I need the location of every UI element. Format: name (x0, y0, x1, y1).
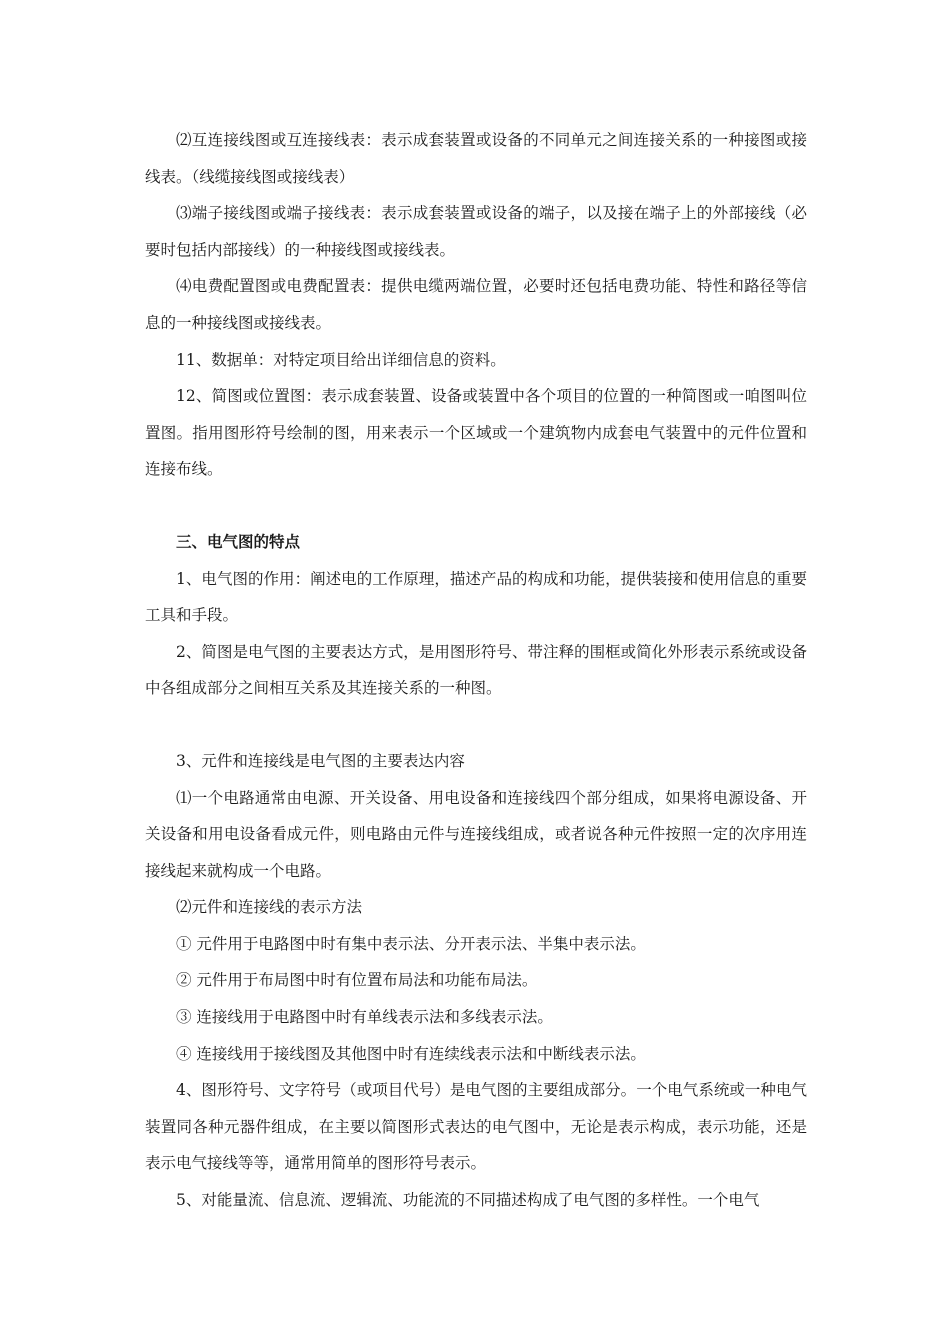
list-item-3: ③ 连接线用于电路图中时有单线表示法和多线表示法。 (176, 1008, 553, 1027)
paragraph-representation-methods: ⑵元件和连接线的表示方法 (176, 898, 363, 917)
paragraph-cable-config: ⑷电费配置图或电费配置表：提供电缆两端位置，必要时还包括电费功能、特性和路径等信息的一种接线图或接线表。 (145, 277, 807, 332)
list-item-2: ② 元件用于布局图中时有位置布局法和功能布局法。 (176, 971, 538, 990)
paragraph-symbols: 4、图形符号、文字符号（或项目代号）是电气图的主要组成部分。一个电气系统或一种电气装置同各种元器件组成，在主要以简图形式表达的电气图中，无论是表示构成，表示功能，还是表示电气接线等等，通常用简单的图形符号表示。 (145, 1081, 807, 1173)
paragraph-elements-and-lines: 3、元件和连接线是电气图的主要表达内容 (176, 751, 465, 770)
list-item-1: ① 元件用于电路图中时有集中表示法、分开表示法、半集中表示法。 (176, 934, 646, 953)
paragraph-data-sheet: 11、数据单：对特定项目给出详细信息的资料。 (176, 350, 506, 369)
spacer (145, 488, 807, 524)
paragraph-simplified-diagram: 2、简图是电气图的主要表达方式，是用图形符号、带注释的围框或简化外形表示系统或设备中各组成部分之间相互关系及其连接关系的一种图。 (145, 642, 807, 698)
paragraph-location-diagram: 12、简图或位置图：表示成套装置、设备或装置中各个项目的位置的一种简图或一咱图叫位置图。指用图形符号绘制的图，用来表示一个区域或一个建筑物内成套电气装置中的元件位置和连接布线。 (145, 387, 807, 479)
section-heading: 三、电气图的特点 (176, 531, 301, 551)
paragraph-purpose: 1、电气图的作用：阐述电的工作原理，描述产品的构成和功能，提供装接和使用信息的重要工具和手段。 (145, 569, 807, 625)
paragraph-circuit-composition: ⑴一个电路通常由电源、开关设备、用电设备和连接线四个部分组成，如果将电源设备、开关设备和用电设备看成元件，则电路由元件与连接线组成，或者说各种元件按照一定的次序用连接线起来就构成一个电路。 (145, 788, 807, 880)
list-item-4: ④ 连接线用于接线图及其他图中时有连续线表示法和中断线表示法。 (176, 1044, 646, 1063)
document-page (145, 122, 807, 1219)
paragraph-terminal-diagram: ⑶端子接线图或端子接线表：表示成套装置或设备的端子，以及接在端子上的外部接线（必要时包括内部接线）的一种接线图或接线表。 (145, 204, 807, 259)
spacer (145, 707, 807, 743)
paragraph-interconnect-diagram: ⑵互连接线图或互连接线表：表示成套装置或设备的不同单元之间连接关系的一种接图或接线表。（线缆接线图或接线表） (145, 131, 807, 186)
paragraph-diversity: 5、对能量流、信息流、逻辑流、功能流的不同描述构成了电气图的多样性。一个电气 (176, 1191, 760, 1210)
